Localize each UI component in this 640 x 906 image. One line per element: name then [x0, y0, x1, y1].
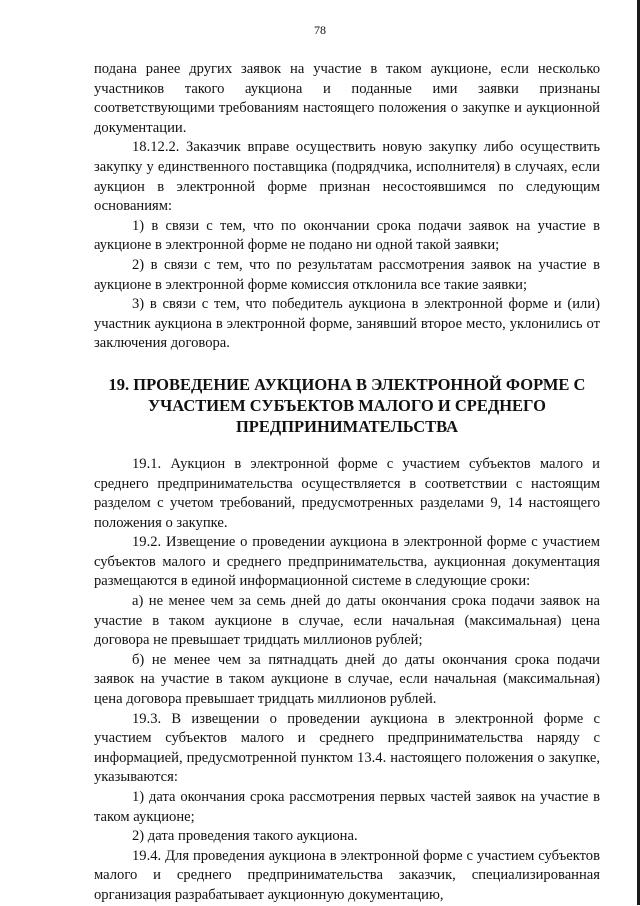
list-item: 1) дата окончания срока рассмотрения первых частей заявок на участие в таком аукционе; — [94, 789, 600, 825]
section-heading: 19. ПРОВЕДЕНИЕ АУКЦИОНА В ЭЛЕКТРОННОЙ ФОРМЕ С УЧАСТИЕМ СУБЪЕКТОВ МАЛОГО И СРЕДНЕГО ПРЕДПРИНИМАТЕЛЬСТВА — [108, 374, 586, 436]
paragraph: 19.2. Извещение о проведении аукциона в электронной форме с участием субъектов малого и среднего предпринимательства, аукционная документация размещаются в единой информационной системе в следующие сроки: — [94, 534, 600, 590]
document-body — [94, 60, 600, 906]
list-item: а) не менее чем за семь дней до даты окончания срока подачи заявок на участие в таком аукционе в случае, если начальная (максимальная) цена договора не превышает тридцать миллионов рублей; — [94, 593, 600, 649]
list-item: 2) дата проведения такого аукциона. — [132, 828, 358, 845]
paragraph: 18.12.2. Заказчик вправе осуществить новую закупку либо осуществить закупку у единственного поставщика (подрядчика, исполнителя) в случаях, если аукцион в электронной форме признан несостоявшимся по следующим основаниям: — [94, 139, 600, 215]
list-item: 3) в связи с тем, что победитель аукциона в электронной форме и (или) участник аукциона в электронной форме, занявший второе место, уклонились от заключения договора. — [94, 296, 600, 352]
paragraph: 19.3. В извещении о проведении аукциона в электронной форме с участием субъектов малого и среднего предпринимательства наряду с информацией, предусмотренной пунктом 13.4. настоящего положения о закупке, указываются: — [94, 710, 600, 786]
page-number: 78 — [314, 23, 326, 37]
paragraph: 19.1. Аукцион в электронной форме с участием субъектов малого и среднего предпринимательства осуществляется в соответствии с настоящим разделом с учетом требований, предусмотренных разделами 9, 14 настоящего положения о закупке. — [94, 455, 600, 531]
list-item: 2) в связи с тем, что по результатам рассмотрения заявок на участие в аукционе в электронной форме комиссия отклонила все такие заявки; — [94, 256, 600, 293]
paragraph: подана ранее других заявок на участие в таком аукционе, если несколько участников такого аукциона и поданные ими заявки признаны соответствующими требованиям настоящего положения о закупке и аукционной документации. — [94, 61, 600, 136]
paragraph: 19.4. Для проведения аукциона в электронной форме с участием субъектов малого и среднего предпринимательства заказчик, специализированная организация разрабатывает аукционную документацию, — [94, 847, 600, 903]
list-item: б) не менее чем за пятнадцать дней до даты окончания срока подачи заявок на участие в таком аукционе в случае, если начальная (максимальная) цена договора превышает тридцать миллионов рублей. — [94, 651, 600, 708]
list-item: 1) в связи с тем, что по окончании срока подачи заявок на участие в аукционе в электронной форме не подано ни одной такой заявки; — [94, 217, 600, 254]
